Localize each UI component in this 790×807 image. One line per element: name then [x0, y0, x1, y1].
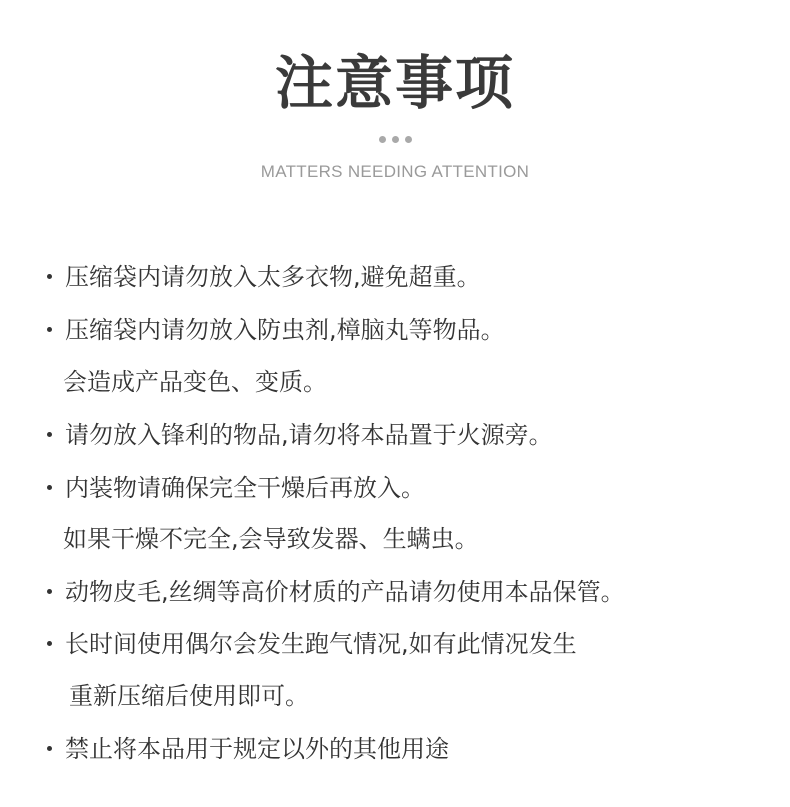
bullet-icon — [47, 432, 52, 437]
page-title: 注意事项 — [274, 49, 515, 117]
notice-item-continuation: 如果干燥不完全,会导致发器、生螨虫。 — [63, 525, 479, 553]
notice-item-continuation: 重新压缩后使用即可。 — [69, 682, 309, 710]
page-subtitle: MATTERS NEEDING ATTENTION — [260, 162, 530, 181]
notice-item: 长时间使用偶尔会发生跑气情况,如有此情况发生 — [65, 630, 577, 658]
bullet-icon — [47, 589, 52, 594]
notice-item: 请勿放入锋利的物品,请勿将本品置于火源旁。 — [65, 421, 553, 449]
notice-item: 压缩袋内请勿放入防虫剂,樟脑丸等物品。 — [65, 316, 505, 344]
notice-item-continuation: 会造成产品变色、变质。 — [63, 368, 327, 396]
bullet-icon — [47, 746, 52, 751]
bullet-icon — [47, 274, 52, 279]
notice-item: 禁止将本品用于规定以外的其他用途 — [65, 735, 449, 763]
bullet-icon — [47, 485, 52, 490]
notice-item: 内装物请确保完全干燥后再放入。 — [65, 474, 425, 502]
notice-item: 压缩袋内请勿放入太多衣物,避免超重。 — [65, 263, 481, 291]
bullet-icon — [47, 641, 52, 646]
notice-item: 动物皮毛,丝绸等高价材质的产品请勿使用本品保管。 — [65, 578, 625, 606]
bullet-icon — [47, 327, 52, 332]
